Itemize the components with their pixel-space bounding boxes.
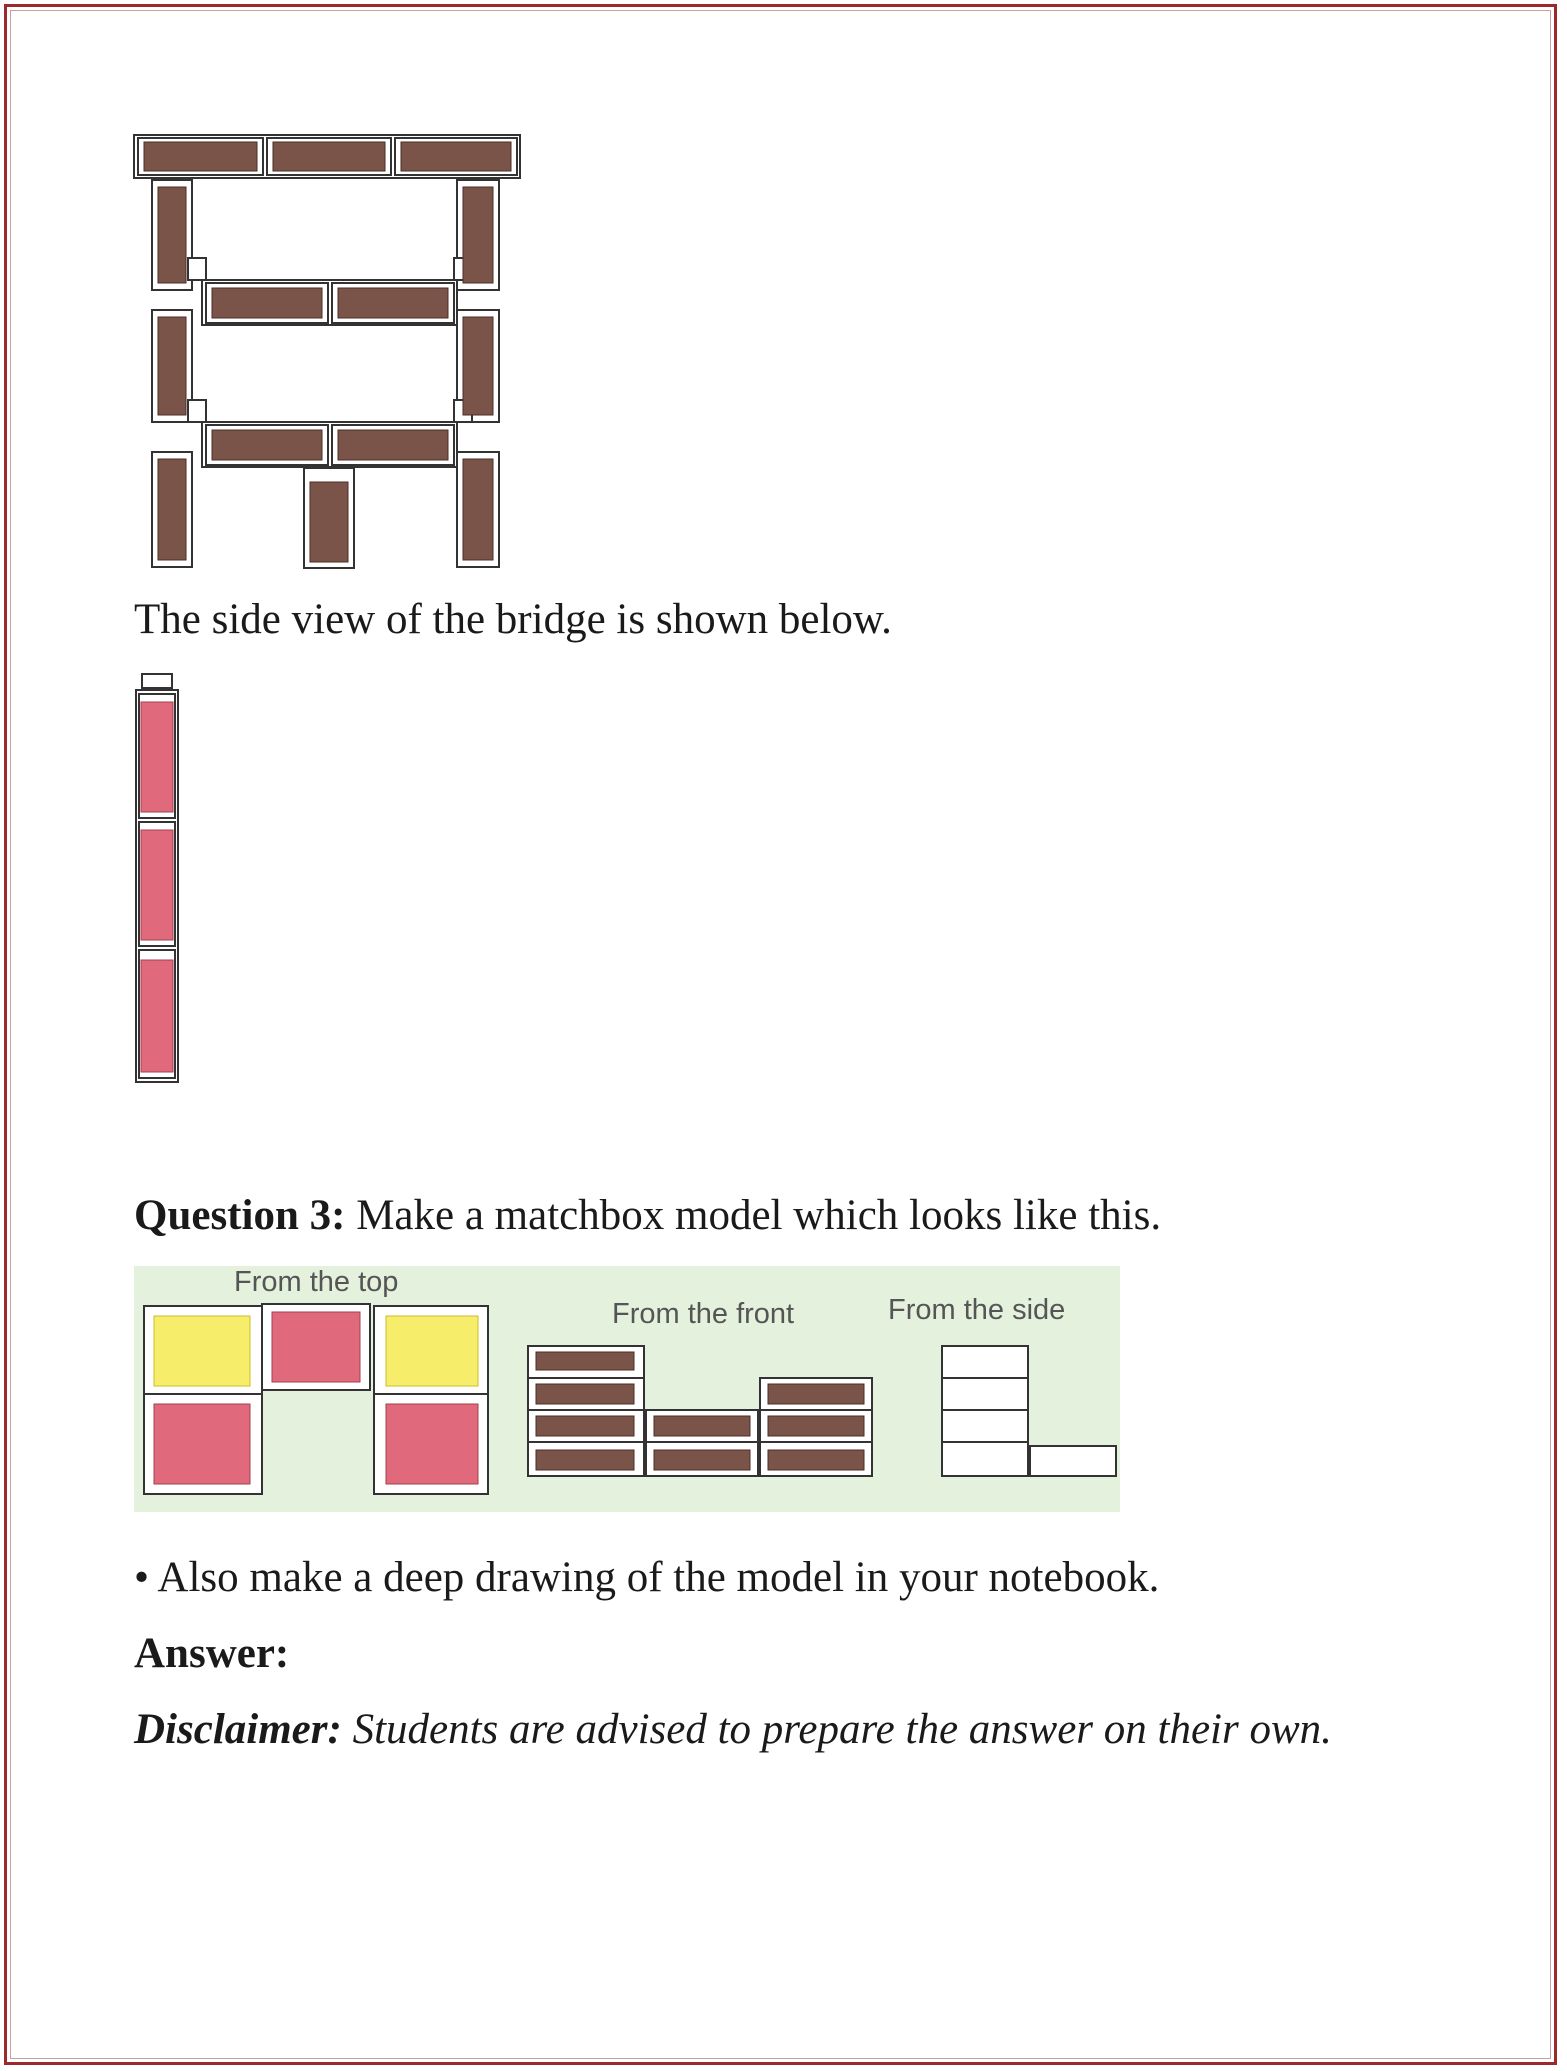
bullet-instruction: • Also make a deep drawing of the model in your notebook. <box>134 1554 1160 1601</box>
bridge-side-view-figure <box>132 672 182 1084</box>
disclaimer-text: Students are advised to prepare the answer on their own. <box>341 1706 1332 1753</box>
question-3-text: Make a matchbox model which looks like this. <box>345 1192 1162 1239</box>
side-view-caption: The side view of the bridge is shown below. <box>134 596 892 643</box>
disclaimer-label: Disclaimer: <box>134 1706 342 1753</box>
question-3 <box>134 1190 1161 1242</box>
view-label-side: From the side <box>888 1294 1066 1326</box>
bridge-front-view-figure <box>132 130 522 570</box>
question-3-label: Question 3: <box>134 1192 346 1239</box>
matchbox-views-figure <box>134 1266 1120 1512</box>
view-label-front: From the front <box>612 1298 795 1330</box>
answer-label: Answer: <box>134 1630 290 1677</box>
view-drawings <box>134 1266 1120 1512</box>
side-view-boxes <box>942 1346 1116 1476</box>
disclaimer <box>134 1704 1332 1756</box>
view-label-top: From the top <box>234 1266 399 1298</box>
